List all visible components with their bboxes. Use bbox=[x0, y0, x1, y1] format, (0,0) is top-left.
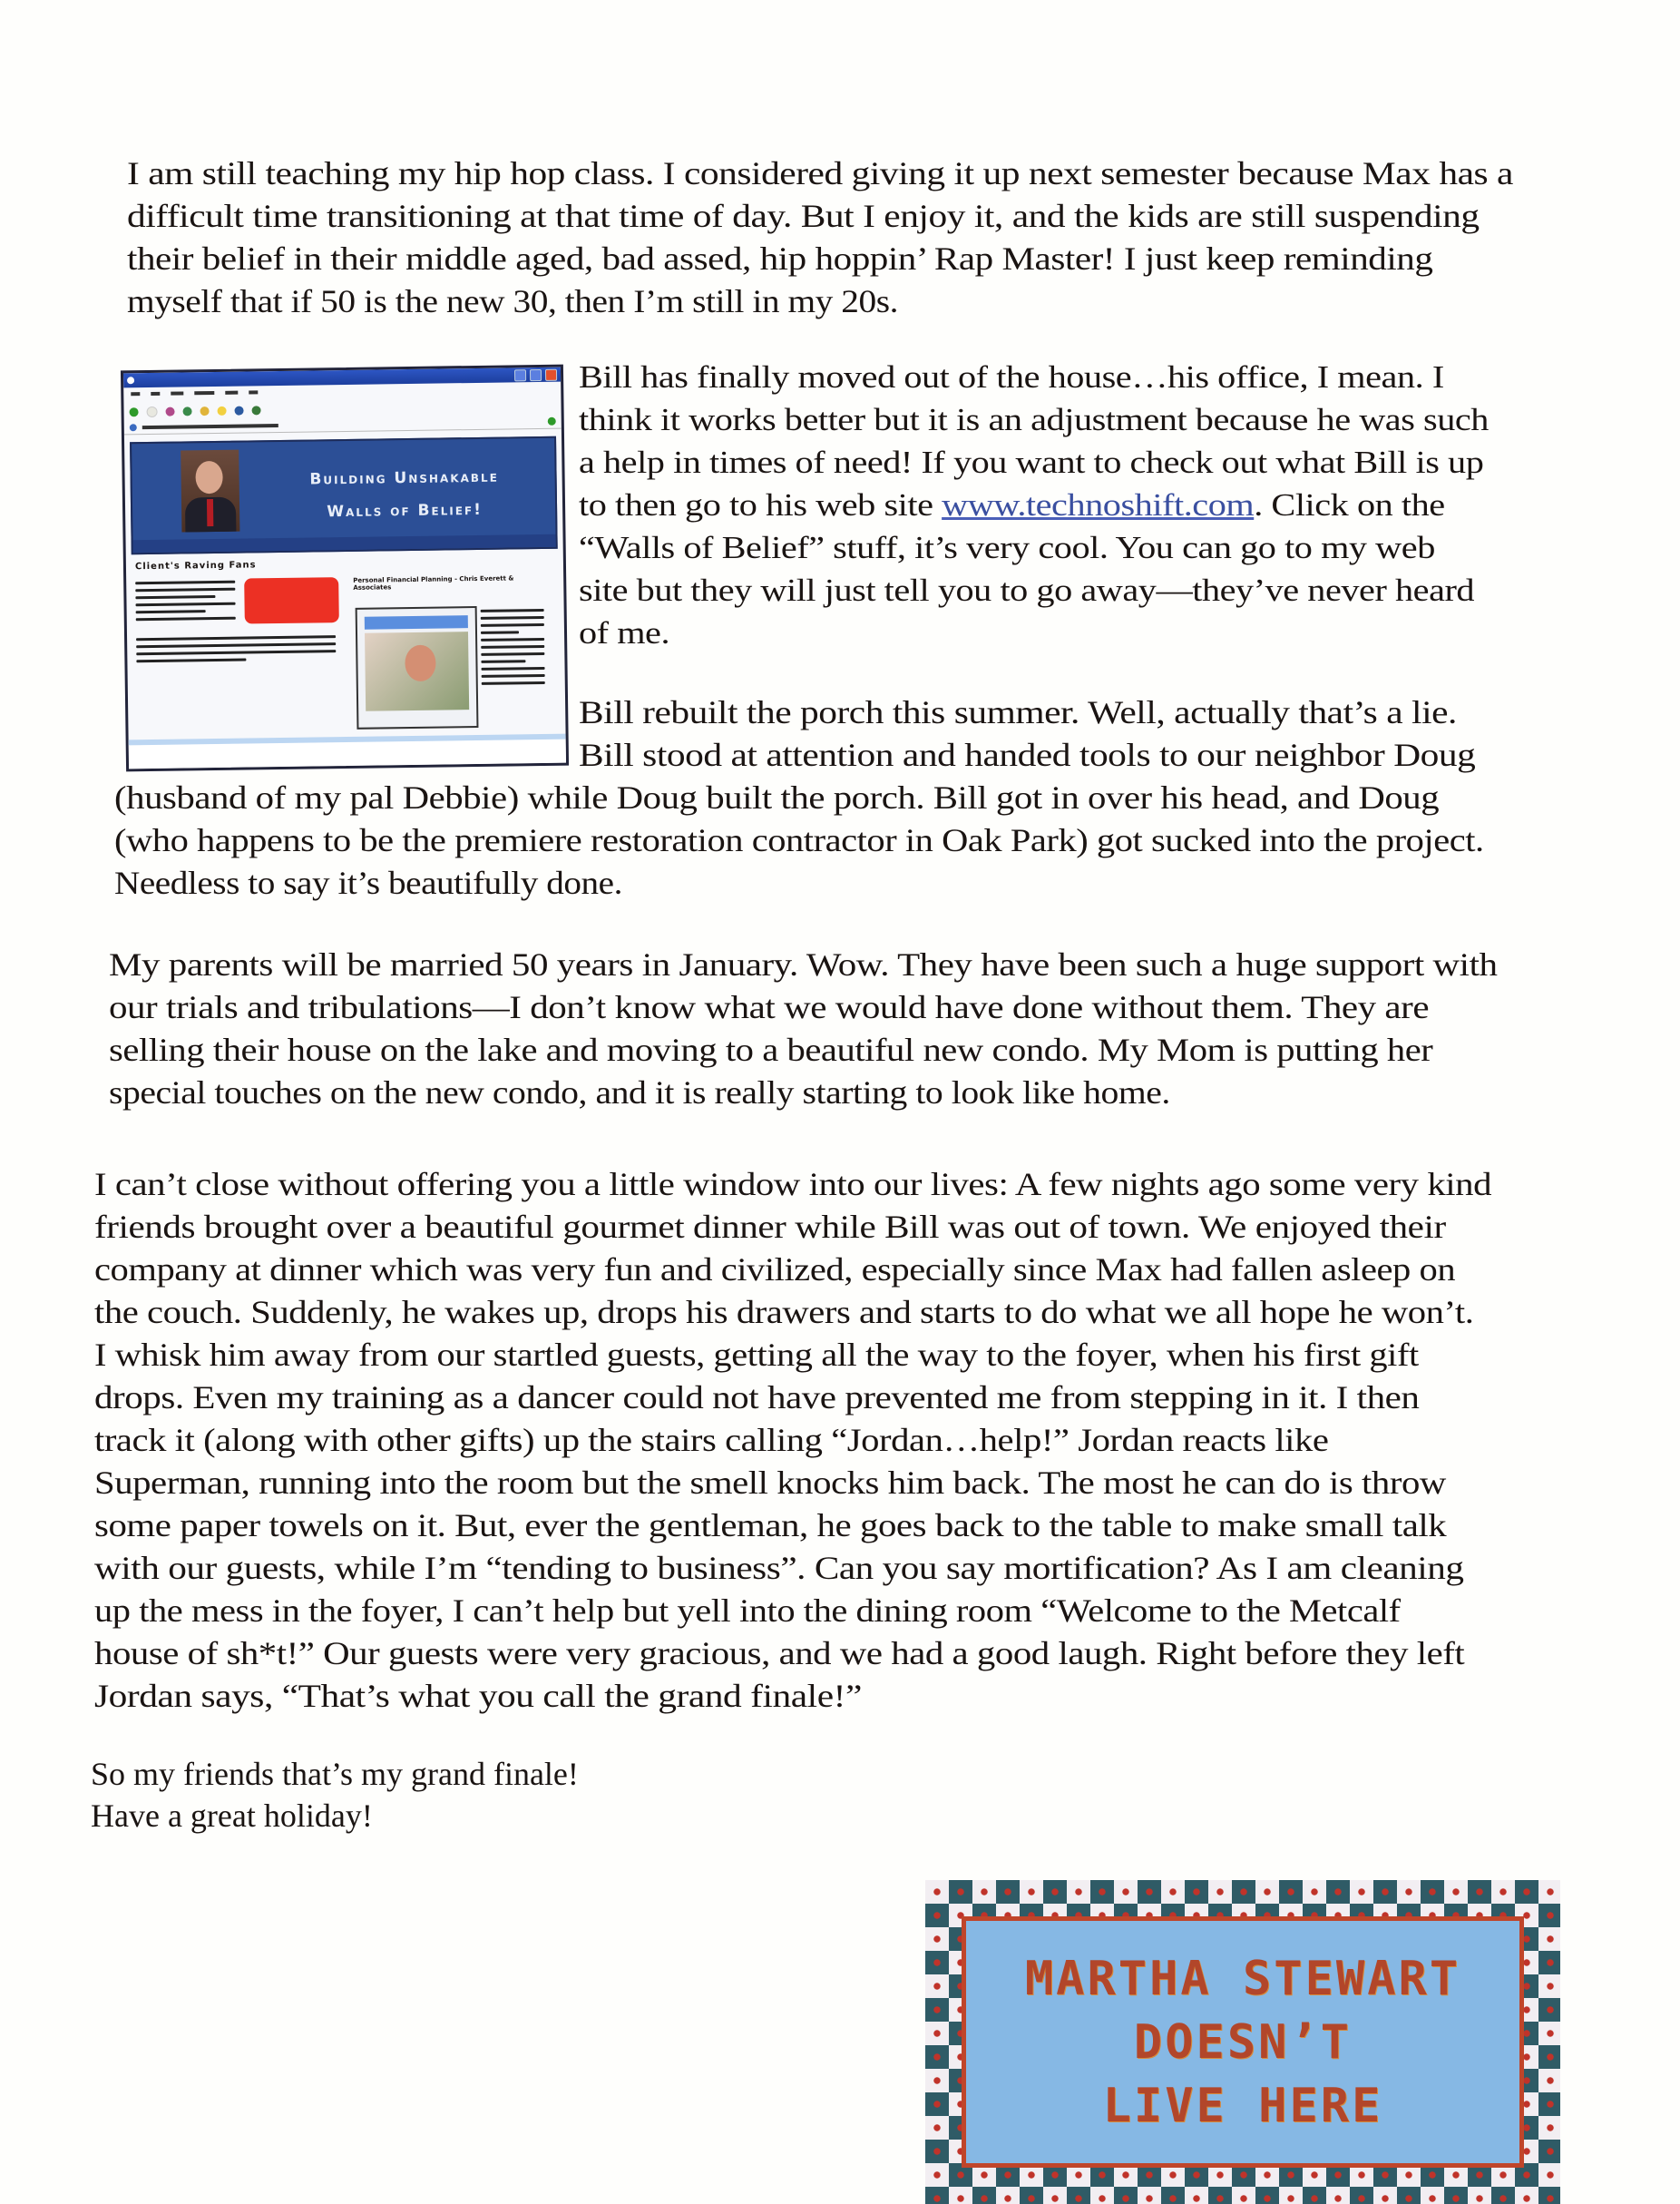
text-fragment: to then go to his web site bbox=[579, 487, 943, 523]
banner-title bbox=[259, 460, 550, 529]
text-line: Needless to say it’s beautifully done. bbox=[114, 865, 622, 901]
text-line bbox=[579, 484, 1489, 526]
closing-line: Have a great holiday! bbox=[91, 1797, 373, 1834]
text-line: (husband of my pal Debbie) while Doug built the porch. Bill got in over his head, and Doug bbox=[114, 779, 1440, 816]
text-line: a help in times of need! If you want to check out what Bill is up bbox=[579, 445, 1484, 480]
home-icon bbox=[166, 407, 175, 416]
paragraph-dinner-story bbox=[94, 1163, 1492, 1718]
text-line: difficult time transitioning at that time of day. But I enjoy it, and the kids are still suspending bbox=[127, 198, 1480, 234]
text-line: of me. bbox=[579, 615, 670, 651]
search-icon bbox=[200, 407, 210, 416]
sign-panel bbox=[962, 1916, 1524, 2168]
go-icon bbox=[548, 417, 556, 426]
banner-title-line: Walls of Belief! bbox=[327, 500, 483, 522]
text-line: “Walls of Belief” stuff, it’s very cool. You can go to my web bbox=[579, 530, 1435, 565]
site-content bbox=[126, 549, 563, 592]
text-line: track it (along with other gifts) up the stairs calling “Jordan…help!” Jordan reacts like bbox=[94, 1422, 1329, 1458]
text-line: myself that if 50 is the new 30, then I’m still in my 20s. bbox=[127, 283, 899, 319]
body-text-block bbox=[136, 635, 336, 667]
body-text-block bbox=[481, 609, 545, 690]
needlepoint-sign-image bbox=[925, 1880, 1560, 2204]
text-line: with our guests, while I’m “tending to business”. Can you say mortification? As I am cleaning bbox=[94, 1550, 1464, 1586]
text-line: our trials and tribulations—I don’t know what we would have done without them. They are bbox=[109, 989, 1430, 1025]
page-icon bbox=[130, 424, 137, 431]
history-icon bbox=[251, 406, 260, 415]
text-line: I am still teaching my hip hop class. I considered giving it up next semester because Max has a bbox=[127, 155, 1513, 191]
body-text-block bbox=[135, 581, 236, 626]
minimize-icon bbox=[514, 369, 526, 381]
speech-bubble-callout bbox=[244, 577, 339, 623]
website-link[interactable]: www.technoshift.com bbox=[942, 487, 1255, 523]
text-fragment: . Click on the bbox=[1254, 487, 1445, 523]
text-line: some paper towels on it. But, ever the gentleman, he goes back to the table to make small talk bbox=[94, 1507, 1447, 1543]
text-line: company at dinner which was very fun and civilized, especially since Max had fallen asleep on bbox=[94, 1251, 1456, 1288]
text-line: (who happens to be the premiere restoration contractor in Oak Park) got sucked into the project. bbox=[114, 822, 1484, 858]
text-line: Bill rebuilt the porch this summer. Well, actually that’s a lie. bbox=[579, 694, 1457, 730]
right-column-title: Personal Financial Planning - Chris Everett & Associates bbox=[353, 574, 514, 592]
text-line: I can’t close without offering you a little window into our lives: A few nights ago some very kind bbox=[94, 1166, 1492, 1202]
sign-text-line: LIVE HERE bbox=[1102, 2078, 1383, 2133]
text-line: special touches on the new condo, and it is really starting to look like home. bbox=[109, 1074, 1170, 1111]
paragraph-porch bbox=[114, 691, 1484, 905]
text-line: their belief in their middle aged, bad assed, hip hoppin’ Rap Master! I just keep reminding bbox=[127, 240, 1433, 277]
sign-text-line: DOESN’T bbox=[1133, 2014, 1353, 2070]
maximize-icon bbox=[530, 368, 542, 380]
text-line: Bill stood at attention and handed tools to our neighbor Doug bbox=[579, 737, 1476, 773]
sign-text-line: MARTHA STEWART bbox=[1024, 1951, 1461, 2006]
text-line: I whisk him away from our startled guests, getting all the way to the foyer, when his first gift bbox=[94, 1337, 1419, 1373]
portrait-photo bbox=[181, 450, 239, 533]
text-line: My parents will be married 50 years in January. Wow. They have been such a huge support with bbox=[109, 946, 1498, 983]
text-line: friends brought over a beautiful gourmet dinner while Bill was out of town. We enjoyed their bbox=[94, 1209, 1446, 1245]
media-icon bbox=[234, 407, 243, 416]
back-icon bbox=[130, 407, 139, 416]
text-line: selling their house on the lake and moving to a beautiful new condo. My Mom is putting her bbox=[109, 1032, 1433, 1068]
text-line: Bill has finally moved out of the house…his office, I mean. I bbox=[579, 359, 1444, 395]
text-line: Jordan says, “That’s what you call the grand finale!” bbox=[94, 1678, 862, 1714]
text-line: house of sh*t!” Our guests were very gracious, and we had a good laugh. Right before they left bbox=[94, 1635, 1465, 1671]
mail-icon bbox=[183, 407, 192, 416]
section-heading: Client's Raving Fans bbox=[134, 560, 257, 573]
favorites-icon bbox=[218, 407, 227, 416]
site-banner bbox=[130, 436, 558, 555]
paragraph-bill-office bbox=[579, 356, 1489, 654]
paragraph-hip-hop-class bbox=[127, 152, 1513, 323]
browser-logo-icon bbox=[127, 377, 134, 384]
paragraph-parents bbox=[109, 944, 1498, 1114]
text-line: drops. Even my training as a dancer could not have prevented me from stepping in it. I then bbox=[94, 1379, 1420, 1415]
text-line: Superman, running into the room but the smell knocks him back. The most he can do is throw bbox=[94, 1464, 1446, 1501]
text-line: the couch. Suddenly, he wakes up, drops his drawers and starts to do what we all hope he won’t. bbox=[94, 1294, 1474, 1330]
banner-title-line: Building Unshakable bbox=[309, 467, 499, 489]
closing bbox=[91, 1753, 579, 1837]
closing-line: So my friends that’s my grand finale! bbox=[91, 1756, 579, 1792]
text-line: up the mess in the foyer, I can’t help but yell into the dining room “Welcome to the Metcalf bbox=[94, 1592, 1401, 1629]
text-line: site but they will just tell you to go away—they’ve never heard bbox=[579, 573, 1475, 608]
close-icon bbox=[545, 368, 557, 380]
refresh-icon bbox=[146, 407, 157, 417]
text-line: think it works better but it is an adjustment because he was such bbox=[579, 402, 1489, 437]
